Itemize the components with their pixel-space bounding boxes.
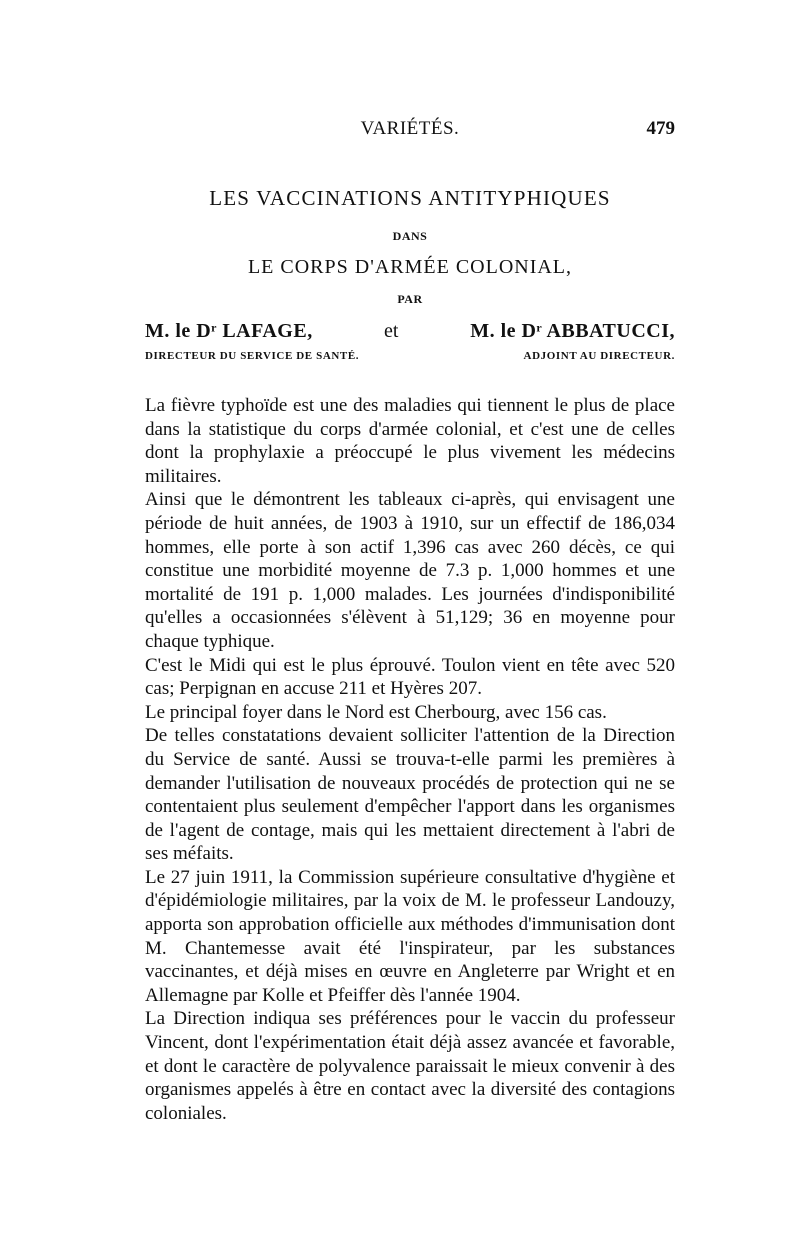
article-title-line-3: LE CORPS D'ARMÉE COLONIAL, xyxy=(247,256,573,278)
body-paragraph: De telles constatations devaient solliciter l'attention de la Direction du Service de santé. Aussi se trouva-t-elle parmi les premières à demander l'utilisation de nouveaux procédés de protection qui ne se contentaient plus seulement d'empêcher l'apport dans les organismes de l'agent de contage, mais qui les mettaient directement à l'abri de ses méfaits. xyxy=(145,725,675,865)
body-paragraph: C'est le Midi qui est le plus éprouvé. Toulon vient en tête avec 520 cas; Perpignan en accuse 211 et Hyères 207. xyxy=(145,654,675,700)
article-title-line-2: DANS xyxy=(392,229,428,243)
page-number: 479 xyxy=(646,118,675,139)
running-head xyxy=(145,118,675,142)
author-role-abbatucci: ADJOINT AU DIRECTEUR. xyxy=(523,350,675,362)
article-body xyxy=(145,394,675,1125)
author-block xyxy=(145,320,675,368)
body-paragraph: Ainsi que le démontrent les tableaux ci-après, qui envisagent une période de huit années, de 1903 à 1910, sur un effectif de 186,034 hommes, elle porte à son actif 1,396 cas avec 260 décès, ce qui constitue une morbidité moyenne de 7.3 p. 1,000 hommes et une mortalité de 191 p. 1,000 malades. Les journées d'indisponibilité qu'elles a occasionnées s'élèvent à 51,129; 36 en moyenne pour chaque typhique. xyxy=(145,489,675,652)
body-paragraph: La fièvre typhoïde est une des maladies qui tiennent le plus de place dans la statistique du corps d'armée colonial, et c'est une de celles dont la prophylaxie a préoccupé le plus vivement les médecins militaires. xyxy=(145,395,675,487)
body-paragraph: La Direction indiqua ses préférences pour le vaccin du professeur Vincent, dont l'expérimentation était déjà assez avancée et favorable, et dont le caractère de polyvalence paraissait le mieux convenir à des organismes appelés à être en contact avec la diversité des contagions coloniales. xyxy=(145,1008,675,1124)
author-joiner: et xyxy=(384,320,399,342)
running-title: VARIÉTÉS. xyxy=(360,118,460,139)
author-role-lafage: DIRECTEUR DU SERVICE DE SANTÉ. xyxy=(145,350,360,362)
article-title-line-1: LES VACCINATIONS ANTITYPHIQUES xyxy=(209,186,611,210)
body-paragraph: Le 27 juin 1911, la Commission supérieure consultative d'hygiène et d'épidémiologie militaires, par la voix de M. le professeur Landouzy, apporta son approbation officielle aux méthodes d'immunisation dont M. Chantemesse avait été l'inspirateur, par les substances vaccinantes, et déjà mises en œuvre en Angleterre par Wright et en Allemagne par Kolle et Pfeiffer dès l'année 1904. xyxy=(145,866,675,1006)
author-name-abbatucci: M. le Dʳ ABBATUCCI, xyxy=(470,320,675,342)
author-name-lafage: M. le Dʳ LAFAGE, xyxy=(145,320,313,342)
article-title-line-4: PAR xyxy=(397,292,423,306)
body-paragraph: Le principal foyer dans le Nord est Cherbourg, avec 156 cas. xyxy=(145,701,607,723)
